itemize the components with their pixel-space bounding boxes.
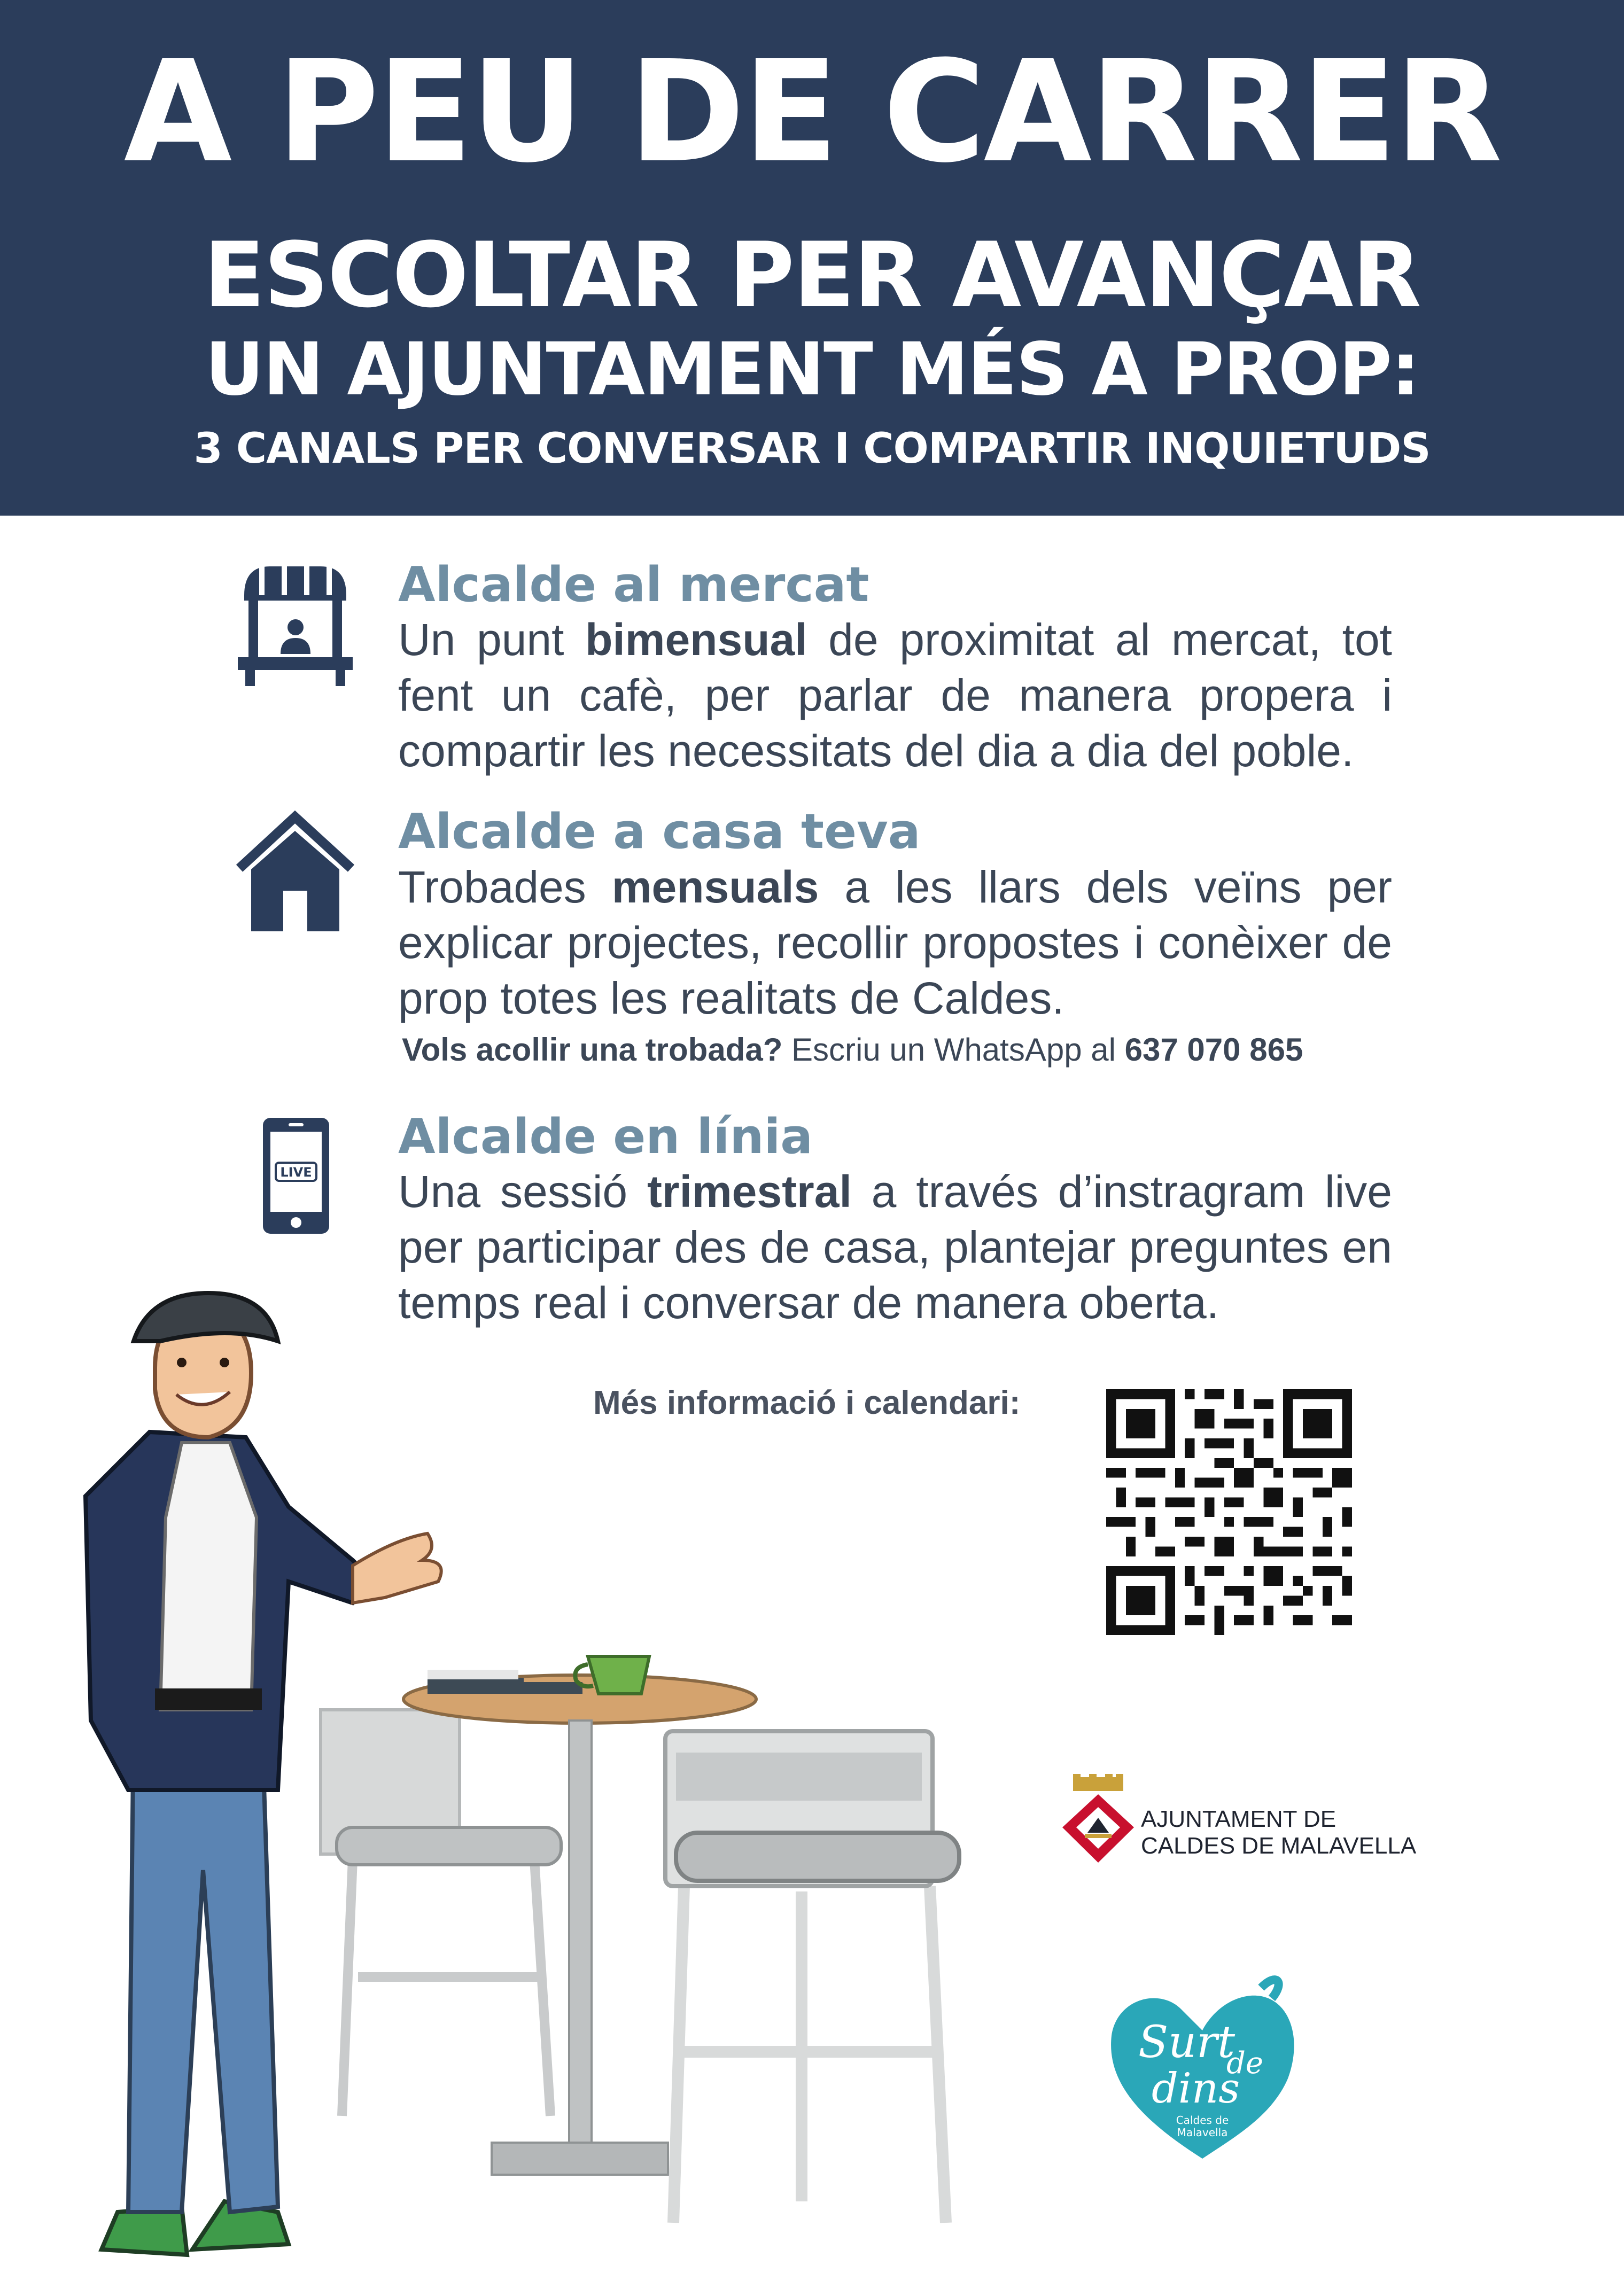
channel-2-description: Trobades mensuals a les llars dels veïns per explicar projectes, recollir propostes i conèixer de prop totes les realitats de Caldes. — [398, 862, 1392, 1023]
page-title: A PEU DE CARRER — [123, 30, 1501, 193]
phone-live-icon — [261, 1116, 331, 1236]
house-icon — [235, 809, 355, 932]
channel-3-title: Alcalde en línia — [398, 1109, 813, 1165]
channel-3-description: Una sessió trimestral a través d’instragram live per participar des de casa, plantejar preguntes en temps real i conversar de manera oberta. — [398, 1166, 1392, 1328]
municipality-line-2: CALDES DE MALAVELLA — [1141, 1833, 1417, 1859]
badge-small-2: Malavella — [1177, 2126, 1228, 2139]
subtitle-1: ESCOLTAR PER AVANÇAR — [204, 223, 1420, 328]
live-label: LIVE — [280, 1165, 312, 1180]
subtitle-2: UN AJUNTAMENT MÉS A PROP: — [205, 328, 1419, 412]
whatsapp-note: Vols acollir una trobada? Escriu un WhatsApp al 637 070 865 — [402, 1032, 1303, 1068]
mayor-illustration — [53, 1282, 1015, 2260]
badge-word-de: de — [1226, 2046, 1263, 2081]
municipality-line-1: AJUNTAMENT DE — [1141, 1806, 1337, 1832]
stool-front — [673, 1886, 946, 2223]
market-stall-icon — [238, 562, 353, 688]
qr-code-icon[interactable] — [1106, 1389, 1352, 1635]
badge-word-surt: Surt — [1138, 2017, 1236, 2068]
badge-word-dins: dins — [1152, 2065, 1240, 2113]
subtitle-3: 3 CANALS PER CONVERSAR I COMPARTIR INQUIETUDS — [193, 425, 1431, 473]
channel-2-title: Alcalde a casa teva — [398, 804, 921, 860]
surt-de-dins-logo — [1101, 1966, 1304, 2169]
municipality-crest-icon — [1058, 1774, 1138, 1865]
channel-1-title: Alcalde al mercat — [398, 557, 869, 613]
header-banner — [0, 0, 1624, 516]
more-info-label: Més informació i calendari: — [593, 1384, 1021, 1421]
channel-1-description: Un punt bimensual de proximitat al mercat, tot fent un cafè, per parlar de manera propera i compartir les necessitats del dia a dia del poble. — [398, 614, 1393, 776]
stool-back — [342, 1859, 550, 2116]
municipality-name — [1141, 1806, 1416, 1859]
badge-small-1: Caldes de — [1176, 2114, 1229, 2127]
